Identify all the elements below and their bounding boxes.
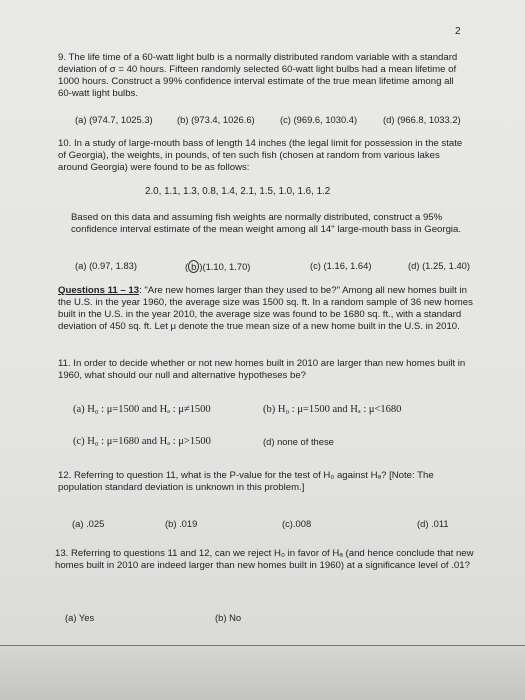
question-9 xyxy=(58,52,468,100)
q12-choice-b: (b) .019 xyxy=(165,518,198,529)
questions-11-13-header: Questions 11 – 13 xyxy=(58,285,140,296)
table-surface xyxy=(0,646,525,700)
q10-choice-b: ( b )(1.10, 1.70) xyxy=(185,261,251,272)
question-13-text: 13. Referring to questions 11 and 12, can we reject H₀ in favor of Hₐ (and hence conclude that new homes built in 2010 are indeed larger than new homes built in 1960) at a significance level of .01? xyxy=(55,548,474,571)
q13-choice-a: (a) Yes xyxy=(65,612,95,623)
questions-11-13-text: : "Are new homes larger than they used to be?" Among all new homes built in the U.S. in the year 1960, the average size was 1500 sq. ft. In a random sample of 36 new homes built in the U.S. in the year 2010, the average size was found to be 1680 sq. ft., with a standard deviation of 450 sq. ft. Let μ denote the true mean size of a new home built in the U.S. in 2010. xyxy=(58,285,473,332)
q10-choice-d: (d) (1.25, 1.40) xyxy=(408,260,471,271)
question-10 xyxy=(58,138,468,174)
q9-choice-b: (b) (973.4, 1026.6) xyxy=(177,114,255,125)
circled-answer-b: b xyxy=(188,260,199,273)
q11-choice-b: (b) H₀ : μ=1500 and Hₐ : μ<1680 xyxy=(263,404,402,415)
questions-11-13-intro xyxy=(58,285,478,333)
q12-choice-d: (d) .011 xyxy=(417,518,449,529)
question-9-text: 9. The life time of a 60-watt light bulb is a normally distributed random variable with a standard deviation of σ = 40 hours. Fifteen randomly selected 60-watt light bulbs had a mean lifetime of 1000 hours. Construct a 99% confidence interval estimate of the true mean lifetime among all 60-watt light bulbs. xyxy=(58,52,458,99)
q10-choice-c: (c) (1.16, 1.64) xyxy=(310,260,372,271)
q11-choice-d: (d) none of these xyxy=(263,436,334,447)
q12-choice-c: (c).008 xyxy=(282,518,312,529)
q10-choice-b-value: )(1.10, 1.70) xyxy=(199,261,251,272)
q13-choice-b: (b) No xyxy=(215,612,242,623)
q9-choice-c: (c) (969.6, 1030.4) xyxy=(280,114,358,125)
question-11 xyxy=(58,358,468,382)
q9-choice-d: (d) (966.8, 1033.2) xyxy=(383,114,461,125)
page-number: 2 xyxy=(455,26,461,37)
q12-choice-a: (a) .025 xyxy=(72,518,105,529)
question-12-text: 12. Referring to question 11, what is the P-value for the test of H₀ against Hₐ? [Note: The population standard deviation is unknown in this problem.] xyxy=(58,470,434,493)
question-11-text: 11. In order to decide whether or not new homes built in 2010 are larger than new homes built in 1960, what should our null and alternative hypotheses be? xyxy=(58,358,466,381)
question-10-text-2: Based on this data and assuming fish weights are normally distributed, construct a 95% confidence interval estimate of the mean weight among all 14" large-mouth bass in Georgia. xyxy=(71,212,462,235)
q9-choice-a: (a) (974.7, 1025.3) xyxy=(75,114,153,125)
question-13 xyxy=(55,548,485,572)
question-10-data: 2.0, 1.1, 1.3, 0.8, 1.4, 2.1, 1.5, 1.0, 1.6, 1.2 xyxy=(145,186,331,197)
q10-choice-a: (a) (0.97, 1.83) xyxy=(75,260,138,271)
question-12 xyxy=(58,470,478,494)
question-10-text: 10. In a study of large-mouth bass of length 14 inches (the legal limit for possession in the state of Georgia), the weights, in pounds, of ten such fish (chosen at random from various lakes around Georgia) were found to be as follows: xyxy=(58,138,463,173)
q11-choice-c: (c) H₀ : μ=1680 and Hₐ : μ>1500 xyxy=(73,436,211,447)
q11-choice-a: (a) H₀ : μ=1500 and Hₐ : μ≠1500 xyxy=(73,404,211,415)
